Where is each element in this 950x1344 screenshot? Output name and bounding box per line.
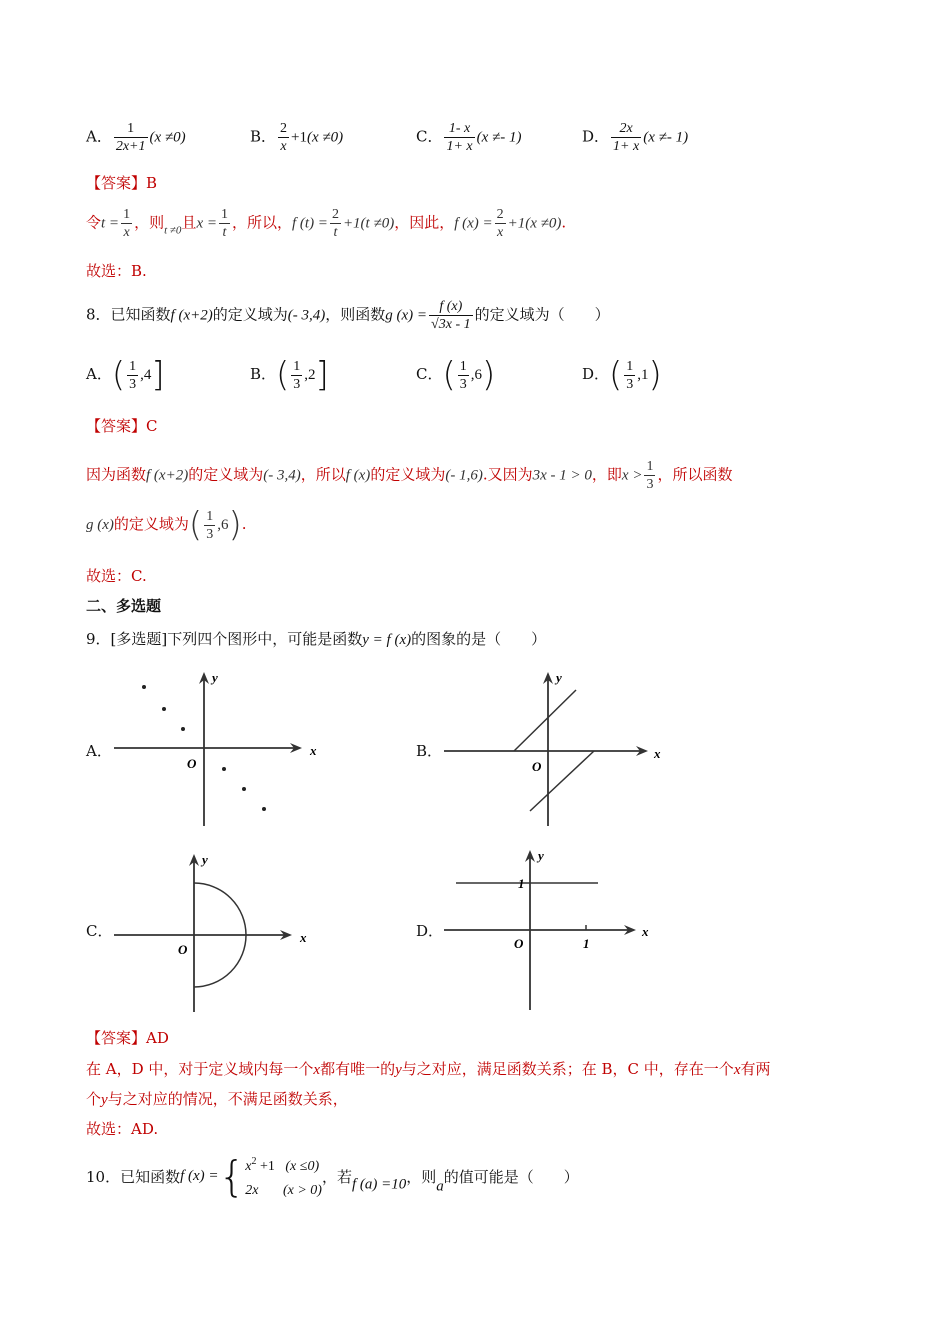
q9-answer: 【答案】AD bbox=[86, 1029, 169, 1047]
q9-graph-b bbox=[440, 668, 680, 833]
origin-label: O bbox=[187, 756, 197, 771]
q9-graph-c bbox=[110, 850, 330, 1015]
data-point bbox=[262, 807, 266, 811]
q9-explanation-line2: 个y与之对应的情况，不满足函数关系， bbox=[86, 1090, 348, 1108]
q10-stem: 10．已知函数f (x) ={ $x^2 +1$ (x ≤0) 2x (x > 0) ，若f (a) =10，则a的值可能是（ ） bbox=[86, 1151, 579, 1201]
q9-conclusion: 故选：AD. bbox=[86, 1120, 159, 1138]
origin-label: O bbox=[532, 759, 542, 774]
q8-option-b: B．( $\frac{1}{3}$ ,2] bbox=[250, 355, 329, 395]
q8-explanation-line2: g (x)的定义域为( $\frac{1}{3}$ ,6). bbox=[86, 505, 247, 545]
section-heading: 二、多选题 bbox=[86, 597, 162, 615]
q7-conclusion: 故选：B. bbox=[86, 262, 147, 280]
q7-option-b: B． $\frac{2}{x}$ +1(x ≠0) bbox=[250, 121, 344, 154]
q7-option-a: A． $\frac{1}{2x+1}$ (x ≠0) bbox=[86, 121, 186, 154]
q9-graph-a-label: A． bbox=[86, 742, 112, 760]
q8-option-d: D．( $\frac{1}{3}$ ,1) bbox=[582, 355, 662, 395]
y-label: y bbox=[202, 852, 208, 867]
origin-label: O bbox=[514, 936, 524, 951]
data-point bbox=[181, 727, 185, 731]
q7-answer: 【答案】B bbox=[86, 174, 158, 192]
q7-explanation: 令t = $\frac{1}{x}$ ，则$_{t \ne 0}$且x = $\frac{1}{t}$ ，所以，f (t) = $\frac{2}{t}$ +1(t ≠0)，因此，f (x) = $\frac{2}{x}$ +1(x ≠0). bbox=[86, 207, 567, 240]
x-label: x bbox=[642, 924, 649, 939]
q8-explanation-line1: 因为函数f (x+2)的定义域为(- 3,4)，所以f (x)的定义域为(- 1,6).又因为3x - 1 > 0，即x > $\frac{1}{3}$ ，所以函数 bbox=[86, 459, 733, 492]
q8-option-a: A．( $\frac{1}{3}$ ,4] bbox=[86, 355, 165, 395]
y-label: y bbox=[212, 670, 218, 685]
y-tick-label: 1 bbox=[518, 876, 525, 891]
q8-option-c: C．( $\frac{1}{3}$ ,6) bbox=[416, 355, 496, 395]
y-label: y bbox=[538, 848, 544, 863]
q9-graph-d-label: D． bbox=[416, 922, 444, 940]
q9-graph-c-label: C． bbox=[86, 922, 113, 940]
upper-line bbox=[514, 690, 576, 751]
data-point bbox=[242, 787, 246, 791]
x-label: x bbox=[310, 743, 317, 758]
data-point bbox=[142, 685, 146, 689]
data-point bbox=[162, 707, 166, 711]
q9-graph-b-label: B． bbox=[416, 742, 443, 760]
q7-option-d: D． $\frac{2x}{1+ x}$ (x ≠- 1) bbox=[582, 121, 689, 154]
q8-conclusion: 故选：C. bbox=[86, 567, 147, 585]
y-label: y bbox=[556, 670, 562, 685]
q9-explanation-line1: 在 A，D 中，对于定义域内每一个x都有唯一的y与之对应，满足函数关系；在 B，C 中，存在一个x有两 bbox=[86, 1060, 771, 1078]
q8-answer: 【答案】C bbox=[86, 417, 158, 435]
origin-label: O bbox=[178, 942, 188, 957]
x-label: x bbox=[654, 746, 661, 761]
q9-graph-d bbox=[440, 848, 660, 1013]
q7-option-c: C． $\frac{1- x}{1+ x}$ (x ≠- 1) bbox=[416, 121, 522, 154]
x-tick-label: 1 bbox=[583, 936, 590, 951]
x-label: x bbox=[300, 930, 307, 945]
q9-stem: 9．[多选题]下列四个图形中，可能是函数y = f (x)的图象的是（ ） bbox=[86, 630, 547, 648]
q8-stem: 8．已知函数f (x+2)的定义域为(- 3,4)，则函数g (x) = $\frac{f (x)}{√3x - 1}$ 的定义域为（ ） bbox=[86, 299, 610, 332]
q9-graph-a bbox=[110, 668, 330, 833]
data-point bbox=[222, 767, 226, 771]
